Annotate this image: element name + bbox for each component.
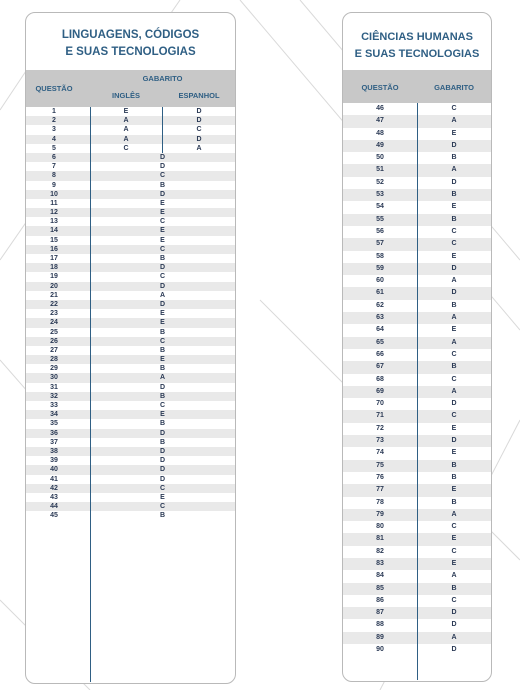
column-divider — [90, 107, 91, 682]
answer: D — [159, 153, 166, 161]
answer: E — [160, 310, 165, 318]
answer: E — [451, 203, 457, 211]
question-number: 20 — [50, 282, 58, 290]
linguagens-answer-key-card — [25, 12, 236, 684]
ciencias-title-line1: CIÊNCIAS HUMANAS — [361, 31, 473, 43]
question-number: 44 — [50, 503, 58, 511]
table-row — [26, 116, 235, 125]
answer: C — [159, 402, 166, 409]
answer: C — [159, 273, 166, 281]
question-number: 75 — [376, 461, 384, 469]
answer-espanhol: D — [196, 117, 202, 125]
question-number: 38 — [50, 447, 58, 455]
answer: E — [451, 326, 457, 334]
answer: E — [160, 236, 165, 244]
answer: A — [451, 277, 457, 285]
question-number: 65 — [376, 338, 384, 346]
question-number: 26 — [50, 337, 58, 345]
answer: D — [451, 178, 457, 186]
header-questao: QUESTÃO — [361, 83, 399, 92]
answer: B — [159, 392, 166, 400]
answer: E — [451, 449, 457, 457]
question-number: 81 — [376, 535, 384, 543]
answer: D — [159, 163, 166, 171]
question-number: 10 — [50, 190, 58, 198]
ciencias-table-header — [343, 70, 491, 103]
answer: B — [451, 461, 457, 469]
answer: D — [159, 466, 166, 474]
table-row — [26, 401, 235, 410]
question-number: 8 — [52, 172, 56, 180]
question-number: 88 — [376, 621, 384, 629]
question-number: 4 — [52, 135, 56, 143]
answer: A — [451, 510, 457, 518]
table-row — [26, 355, 235, 364]
answer: C — [451, 350, 457, 358]
question-number: 18 — [50, 264, 58, 272]
answer: E — [160, 199, 165, 207]
question-number: 56 — [376, 227, 384, 235]
question-number: 29 — [50, 365, 58, 373]
answer: C — [451, 227, 457, 235]
answer: E — [451, 559, 457, 567]
table-row — [26, 410, 235, 419]
question-number: 58 — [376, 252, 384, 260]
table-row — [26, 245, 235, 254]
answer-espanhol: D — [196, 108, 202, 115]
ciencias-title-line2: E SUAS TECNOLOGIAS — [354, 48, 480, 60]
answer: C — [451, 596, 457, 604]
answer: E — [451, 252, 457, 260]
question-number: 53 — [376, 191, 384, 199]
answer: D — [451, 621, 457, 629]
answer: D — [451, 264, 457, 272]
answer: E — [160, 411, 165, 419]
question-number: 39 — [50, 457, 58, 465]
linguagens-table-body — [26, 107, 235, 520]
question-number: 61 — [376, 289, 384, 297]
answer: C — [451, 523, 457, 531]
answer: D — [451, 646, 457, 654]
question-number: 74 — [376, 449, 384, 457]
question-number: 66 — [376, 350, 384, 358]
table-row — [26, 107, 235, 116]
answer: E — [160, 227, 165, 235]
question-number: 1 — [52, 108, 56, 115]
answer: C — [451, 375, 457, 383]
question-number: 40 — [50, 466, 58, 474]
question-number: 52 — [376, 178, 384, 186]
question-number: 67 — [376, 363, 384, 371]
answer: C — [451, 240, 457, 248]
linguagens-title-line1: LINGUAGENS, CÓDIGOS — [61, 29, 200, 41]
answer: E — [160, 209, 165, 217]
question-number: 35 — [50, 420, 58, 428]
question-number: 14 — [50, 227, 58, 235]
table-row — [26, 502, 235, 511]
answer: D — [159, 475, 166, 483]
question-number: 71 — [376, 412, 384, 420]
table-row — [26, 254, 235, 263]
answer: A — [159, 291, 166, 299]
table-row — [26, 511, 235, 520]
answer: B — [159, 346, 166, 354]
question-number: 37 — [50, 438, 58, 446]
table-row — [26, 181, 235, 190]
question-number: 28 — [50, 356, 58, 364]
table-row — [26, 383, 235, 392]
answer: C — [451, 547, 457, 555]
question-number: 43 — [50, 493, 58, 501]
answer: C — [159, 172, 166, 180]
answer: B — [451, 215, 457, 223]
table-row — [26, 199, 235, 208]
question-number: 7 — [52, 163, 56, 171]
question-number: 15 — [50, 236, 58, 244]
table-row — [26, 291, 235, 300]
question-number: 48 — [376, 129, 384, 137]
question-number: 90 — [376, 646, 384, 654]
question-number: 33 — [50, 402, 58, 409]
answer-espanhol: D — [196, 135, 202, 143]
answer: D — [159, 264, 166, 272]
table-row — [26, 282, 235, 291]
question-number: 51 — [376, 166, 384, 174]
answer: B — [451, 363, 457, 371]
question-number: 60 — [376, 277, 384, 285]
answer: B — [159, 512, 166, 520]
question-number: 2 — [52, 117, 56, 125]
answer: D — [451, 400, 457, 408]
answer: B — [451, 154, 457, 162]
answer: B — [159, 420, 166, 428]
answer: E — [451, 486, 457, 494]
question-number: 49 — [376, 141, 384, 149]
answer: A — [451, 117, 457, 125]
question-number: 82 — [376, 547, 384, 555]
answer-ingles: C — [123, 144, 129, 152]
question-number: 36 — [50, 429, 58, 437]
table-row — [26, 484, 235, 493]
question-number: 21 — [50, 291, 58, 299]
question-number: 54 — [376, 203, 384, 211]
table-row — [26, 217, 235, 226]
question-number: 73 — [376, 437, 384, 445]
answer: A — [451, 166, 457, 174]
answer: D — [159, 429, 166, 437]
answer: E — [451, 129, 457, 137]
table-row — [26, 300, 235, 309]
answer: D — [159, 447, 166, 455]
header-gabarito: GABARITO — [434, 83, 474, 92]
question-number: 3 — [52, 126, 56, 134]
answer: A — [451, 314, 457, 322]
question-number: 12 — [50, 209, 58, 217]
table-row — [26, 346, 235, 355]
table-row — [26, 236, 235, 245]
table-row — [26, 171, 235, 180]
answer-ingles: A — [123, 126, 129, 134]
answer: D — [451, 437, 457, 445]
answer: D — [159, 190, 166, 198]
answer: D — [159, 300, 166, 308]
table-row — [26, 125, 235, 134]
table-row — [26, 318, 235, 327]
question-number: 9 — [52, 181, 56, 189]
table-row — [26, 162, 235, 171]
question-number: 78 — [376, 498, 384, 506]
table-row — [26, 153, 235, 162]
question-number: 57 — [376, 240, 384, 248]
question-number: 17 — [50, 255, 58, 262]
question-number: 83 — [376, 559, 384, 567]
question-number: 63 — [376, 314, 384, 322]
answer: C — [451, 105, 457, 112]
question-number: 77 — [376, 486, 384, 494]
question-number: 80 — [376, 523, 384, 531]
question-number: 25 — [50, 328, 58, 336]
table-row — [26, 135, 235, 144]
answer: B — [451, 473, 457, 481]
language-divider — [162, 107, 163, 153]
table-row — [26, 364, 235, 373]
answer: C — [159, 245, 166, 253]
question-number: 64 — [376, 326, 384, 334]
question-number: 87 — [376, 609, 384, 617]
table-row — [26, 328, 235, 337]
header-gabarito: GABARITO — [142, 74, 183, 83]
question-number: 68 — [376, 375, 384, 383]
question-number: 85 — [376, 584, 384, 592]
table-row — [26, 272, 235, 281]
question-number: 42 — [50, 484, 58, 492]
answer: D — [451, 289, 457, 297]
answer: B — [159, 255, 166, 262]
table-row — [26, 190, 235, 199]
column-divider — [417, 103, 418, 680]
ciencias-humanas-title — [343, 13, 491, 70]
table-row — [26, 392, 235, 401]
table-row — [26, 475, 235, 484]
answer-espanhol: C — [196, 126, 202, 134]
answer: C — [451, 412, 457, 420]
table-row — [26, 465, 235, 474]
question-number: 41 — [50, 475, 58, 483]
linguagens-title — [26, 13, 235, 70]
answer: B — [451, 191, 457, 199]
answer: D — [159, 383, 166, 391]
answer: B — [159, 365, 166, 373]
table-row — [26, 144, 235, 153]
table-row — [26, 263, 235, 272]
question-number: 19 — [50, 273, 58, 281]
question-number: 62 — [376, 301, 384, 309]
question-number: 22 — [50, 300, 58, 308]
table-row — [26, 447, 235, 456]
question-number: 72 — [376, 424, 384, 432]
answer: E — [160, 493, 165, 501]
question-number: 76 — [376, 473, 384, 481]
answer: A — [451, 338, 457, 346]
question-number: 59 — [376, 264, 384, 272]
table-row — [26, 226, 235, 235]
answer-ingles: A — [123, 117, 129, 125]
question-number: 86 — [376, 596, 384, 604]
answer: A — [451, 633, 457, 641]
question-number: 79 — [376, 510, 384, 518]
answer-ingles: E — [123, 108, 129, 115]
ciencias-humanas-answer-key-card — [342, 12, 492, 682]
question-number: 31 — [50, 383, 58, 391]
table-row — [26, 456, 235, 465]
answer: C — [159, 484, 166, 492]
question-number: 47 — [376, 117, 384, 125]
answer: A — [451, 387, 457, 395]
linguagens-title-line2: E SUAS TECNOLOGIAS — [65, 46, 196, 58]
question-number: 55 — [376, 215, 384, 223]
answer: C — [159, 337, 166, 345]
table-row — [26, 429, 235, 438]
linguagens-table-header — [26, 70, 235, 107]
question-number: 34 — [50, 411, 58, 419]
table-row — [26, 373, 235, 382]
question-number: 69 — [376, 387, 384, 395]
answer: B — [451, 498, 457, 506]
answer-espanhol: A — [196, 144, 202, 152]
table-row — [26, 419, 235, 428]
question-number: 45 — [50, 512, 58, 520]
question-number: 5 — [52, 144, 56, 152]
table-row — [26, 309, 235, 318]
table-row — [26, 438, 235, 447]
answer: E — [160, 356, 165, 364]
answer: D — [159, 282, 166, 290]
table-row — [26, 208, 235, 217]
answer: D — [159, 457, 166, 465]
header-ingles: INGLÊS — [112, 91, 140, 100]
header-espanhol: ESPANHOL — [178, 91, 220, 100]
question-number: 23 — [50, 310, 58, 318]
answer: E — [160, 319, 165, 327]
header-questao: QUESTÃO — [35, 84, 73, 93]
answer: B — [451, 301, 457, 309]
question-number: 32 — [50, 392, 58, 400]
answer: B — [159, 181, 166, 189]
question-number: 6 — [52, 153, 56, 161]
answer: A — [159, 374, 166, 382]
answer-ingles: A — [123, 135, 129, 143]
question-number: 30 — [50, 374, 58, 382]
question-number: 13 — [50, 218, 58, 226]
answer: B — [451, 584, 457, 592]
question-number: 16 — [50, 245, 58, 253]
table-row — [26, 493, 235, 502]
question-number: 46 — [376, 105, 384, 112]
answer: A — [451, 572, 457, 580]
answer: B — [159, 328, 166, 336]
answer: D — [451, 609, 457, 617]
question-number: 89 — [376, 633, 384, 641]
answer: B — [159, 438, 166, 446]
answer: C — [159, 218, 166, 226]
answer: E — [451, 424, 457, 432]
question-number: 11 — [50, 199, 58, 207]
answer: E — [451, 535, 457, 543]
answer: C — [159, 503, 166, 511]
answer: D — [451, 141, 457, 149]
question-number: 24 — [50, 319, 58, 327]
table-row — [26, 337, 235, 346]
question-number: 84 — [376, 572, 384, 580]
question-number: 50 — [376, 154, 384, 162]
question-number: 70 — [376, 400, 384, 408]
question-number: 27 — [50, 346, 58, 354]
